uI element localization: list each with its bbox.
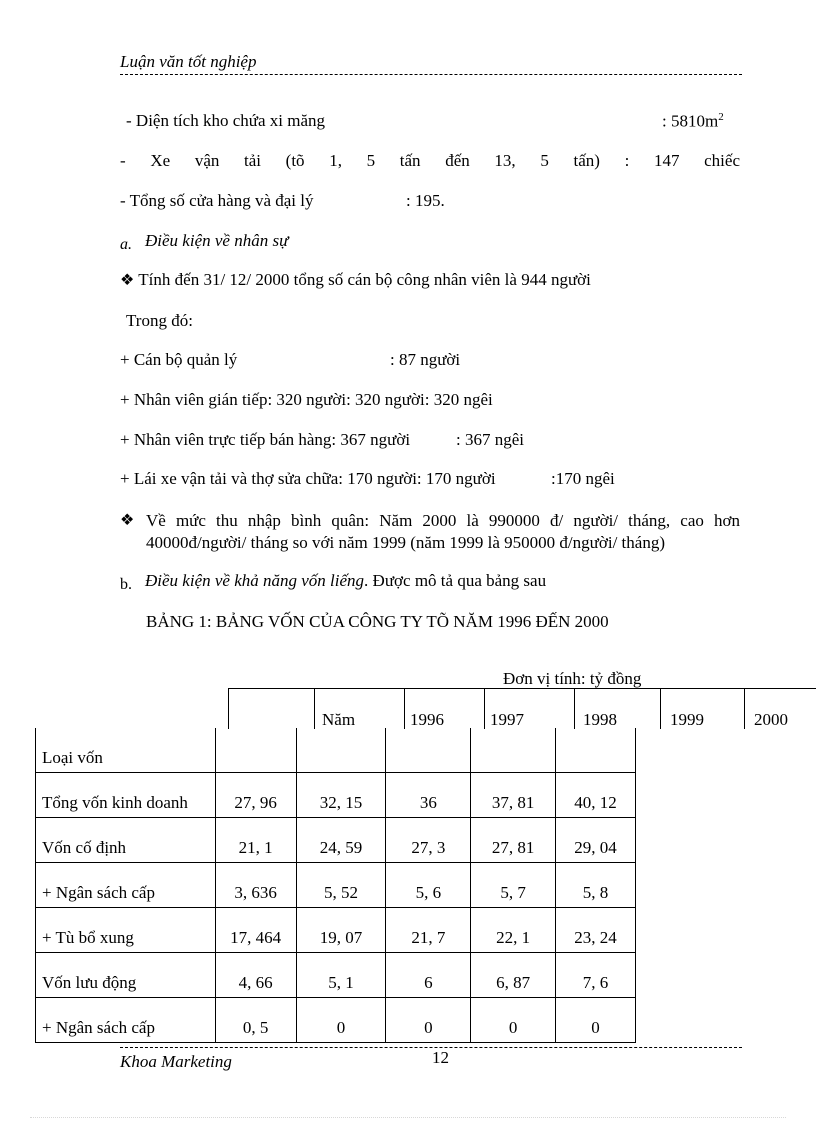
section-b-marker: b.: [120, 576, 132, 593]
income-word: 990000: [488, 511, 540, 530]
income-word: tháng,: [628, 511, 671, 530]
value-cell: 21, 1: [215, 818, 296, 863]
trucks-word: 1,: [329, 151, 342, 170]
page-number: 12: [432, 1048, 449, 1067]
trucks-word: (tõ: [285, 151, 305, 170]
drivers-value: :170 ngêi: [551, 469, 615, 488]
row-label-cell: + Ngân sách cấp: [36, 863, 216, 908]
row-label-cell: + Ngân sách cấp: [36, 998, 216, 1043]
value-cell: 36: [386, 773, 471, 818]
table-row: [36, 908, 636, 953]
trucks-word: 13,: [494, 151, 516, 170]
income-word: đ/: [550, 511, 564, 530]
table-row: [36, 863, 636, 908]
income-word: Về: [146, 511, 166, 530]
value-cell: 6, 87: [471, 953, 556, 998]
income-word: người/: [573, 511, 619, 530]
value-cell: 5, 6: [386, 863, 471, 908]
section-a-title: Điều kiện về nhân sự: [145, 231, 289, 250]
footer-divider: [120, 1047, 742, 1048]
value-cell: 5, 7: [471, 863, 556, 908]
value-cell: 0: [296, 998, 386, 1043]
table-title: BẢNG 1: BẢNG VỐN CỦA CÔNG TY TÕ NĂM 1996 ĐẾN 2000: [146, 612, 609, 631]
value-cell: 37, 81: [471, 773, 556, 818]
trucks-word: 5: [366, 151, 376, 170]
value-cell: 22, 1: [471, 908, 556, 953]
trucks-word: chiếc: [704, 151, 740, 170]
income-line-1: [146, 511, 740, 531]
managers-value: : 87 người: [390, 350, 461, 369]
drivers-line: + Lái xe vận tải và thợ sửa chữa: 170 người: 170 người: [120, 469, 496, 488]
income-word: là: [466, 511, 479, 530]
income-line-2: 40000đ/người/ tháng so với năm 1999 (năm 1999 là 950000 đ/người/ tháng): [146, 533, 665, 552]
footer-department: Khoa Marketing: [120, 1052, 232, 1071]
trucks-word: Xe: [150, 151, 171, 170]
empty-cell: [386, 728, 471, 773]
page-header-title: Luận văn tốt nghiệp: [120, 52, 257, 71]
diamond-bullet-icon: ❖: [120, 512, 135, 529]
value-cell: 21, 7: [386, 908, 471, 953]
year-header-1997: 1997: [490, 710, 524, 729]
value-cell: 27, 3: [386, 818, 471, 863]
empty-cell: [215, 728, 296, 773]
value-cell: 17, 464: [215, 908, 296, 953]
income-word: thu: [216, 511, 238, 530]
income-word: cao: [680, 511, 704, 530]
year-header-2000: 2000: [754, 710, 788, 729]
value-cell: 5, 1: [296, 953, 386, 998]
section-a-marker: a.: [120, 236, 132, 253]
income-word: bình: [291, 511, 322, 530]
value-cell: 0: [386, 998, 471, 1043]
value-cell: 19, 07: [296, 908, 386, 953]
value-cell: 0, 5: [215, 998, 296, 1043]
value-cell: 40, 12: [556, 773, 636, 818]
trucks-word: -: [120, 151, 126, 170]
trucks-line: [120, 151, 740, 171]
page-bottom-rule: [30, 1117, 786, 1118]
value-cell: 27, 81: [471, 818, 556, 863]
empty-cell: [556, 728, 636, 773]
capital-table: [35, 728, 636, 1043]
table-row: [36, 998, 636, 1043]
row-label-cell: Vốn cố định: [36, 818, 216, 863]
staff-total: ❖ Tính đến 31/ 12/ 2000 tổng số cán bộ công nhân viên là 944 người: [120, 270, 591, 289]
trucks-word: :: [624, 151, 630, 170]
trucks-word: tấn): [573, 151, 600, 170]
managers-label: + Cán bộ quản lý: [120, 350, 238, 369]
year-header-1999: 1999: [670, 710, 704, 729]
row-label-cell: + Tù bổ xung: [36, 908, 216, 953]
among-label: Trong đó:: [126, 311, 193, 330]
table-row: [36, 818, 636, 863]
trucks-word: 147: [653, 151, 680, 170]
value-cell: 5, 52: [296, 863, 386, 908]
row-label-cell: Tổng vốn kinh doanh: [36, 773, 216, 818]
table-row: [36, 773, 636, 818]
trucks-word: tải: [244, 151, 262, 170]
value-cell: 6: [386, 953, 471, 998]
value-cell: 32, 15: [296, 773, 386, 818]
value-cell: 27, 96: [215, 773, 296, 818]
empty-cell: [471, 728, 556, 773]
warehouse-area-value: : $5810m^2$: [662, 111, 724, 131]
stores-value: : 195.: [406, 191, 445, 210]
value-cell: 0: [471, 998, 556, 1043]
value-cell: 3, 636: [215, 863, 296, 908]
stores-label: - Tổng số cửa hàng và đại lý: [120, 191, 314, 210]
trucks-word: tấn: [399, 151, 421, 170]
empty-cell: [296, 728, 386, 773]
income-word: quân:: [331, 511, 370, 530]
diamond-bullet-icon: ❖: [120, 272, 135, 289]
value-cell: 23, 24: [556, 908, 636, 953]
value-cell: 4, 66: [215, 953, 296, 998]
value-cell: 24, 59: [296, 818, 386, 863]
income-word: Năm: [379, 511, 413, 530]
row-label-cell: Vốn lưu động: [36, 953, 216, 998]
header-divider: [120, 74, 742, 75]
value-cell: 0: [556, 998, 636, 1043]
income-word: hơn: [713, 511, 740, 530]
income-word: mức: [175, 511, 206, 530]
income-word: 2000: [422, 511, 457, 530]
value-cell: 5, 8: [556, 863, 636, 908]
income-word: nhập: [247, 511, 281, 530]
direct-sales-line: + Nhân viên trực tiếp bán hàng: 367 người: [120, 430, 411, 449]
table-row: [36, 953, 636, 998]
year-header-1996: 1996: [410, 710, 444, 729]
value-cell: 29, 04: [556, 818, 636, 863]
year-header-label: Năm: [322, 710, 356, 729]
warehouse-area-label: - Diện tích kho chứa xi măng: [126, 111, 325, 130]
year-header-1998: 1998: [583, 710, 617, 729]
unit-label: Đơn vị tính: tỷ đồng: [503, 669, 642, 688]
table-row: [36, 728, 636, 773]
trucks-word: 5: [540, 151, 549, 170]
year-header-row: [228, 688, 816, 729]
value-cell: 7, 6: [556, 953, 636, 998]
row-header-cell: Loại vốn: [36, 728, 216, 773]
direct-sales-value: : 367 ngêi: [456, 430, 524, 449]
trucks-word: đến: [445, 151, 470, 170]
section-b-heading: Điều kiện về khả năng vốn liếng. Được mô tả qua bảng sau: [145, 571, 547, 590]
trucks-word: vận: [194, 151, 220, 170]
indirect-staff-line: + Nhân viên gián tiếp: 320 người: 320 người: 320 ngêi: [120, 390, 493, 409]
